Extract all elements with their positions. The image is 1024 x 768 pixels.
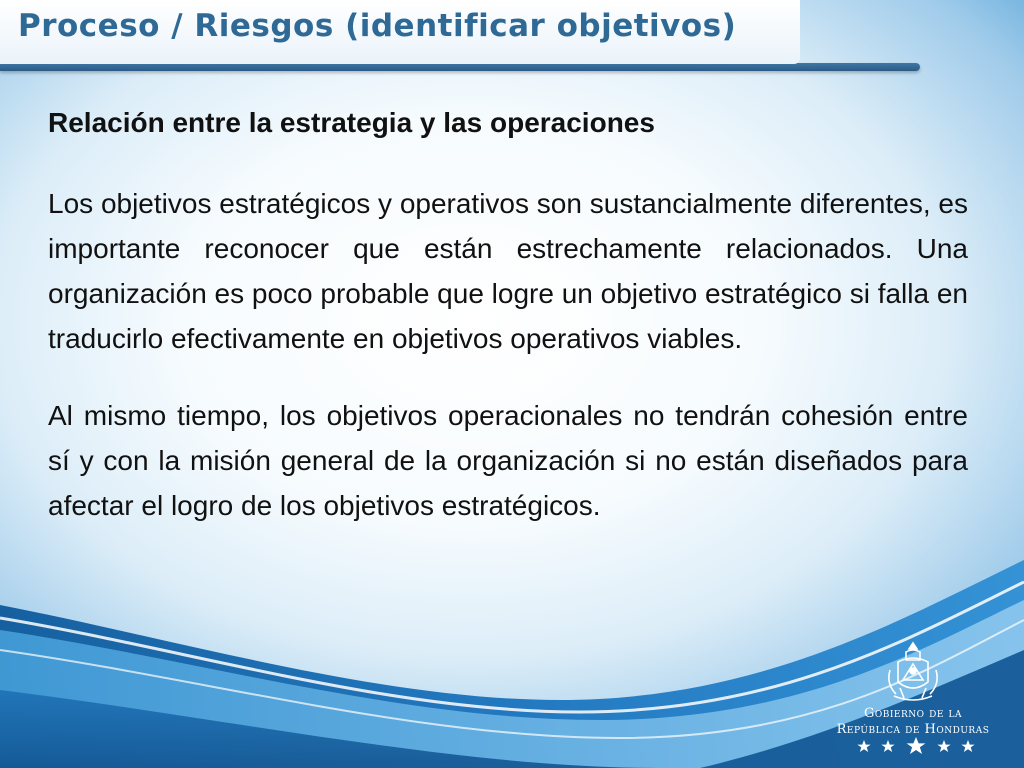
- title-underline-bar: [0, 63, 920, 71]
- star-icon: [857, 740, 870, 752]
- title-area: [0, 0, 930, 80]
- government-logo: [828, 640, 998, 758]
- star-icon: [961, 740, 974, 752]
- five-stars-icon: [856, 737, 976, 755]
- section-heading: Relación entre la estrategia y las operaciones: [48, 107, 655, 138]
- slide-content: [48, 100, 968, 560]
- star-icon: [881, 740, 894, 752]
- star-icon: [907, 737, 926, 754]
- paragraph-1: Los objetivos estratégicos y operativos son sustancialmente diferentes, es importante reconocer que están estrechamente relacionados. Una organización es poco probable que logre un objetivo estratégico si falla en traducirlo efectivamente en objetivos operativos viables.: [48, 188, 968, 354]
- national-coat-of-arms-icon: [882, 640, 944, 704]
- slide-title: Proceso / Riesgos (identificar objetivos): [18, 8, 737, 44]
- logo-line-1: Gobierno de la: [863, 706, 963, 721]
- star-icon: [937, 740, 950, 752]
- logo-line-2: República de Honduras: [836, 722, 990, 737]
- paragraph-2: Al mismo tiempo, los objetivos operacionales no tendrán cohesión entre sí y con la misión general de la organización si no están diseñados para afectar el logro de los objetivos estratégicos.: [48, 400, 968, 521]
